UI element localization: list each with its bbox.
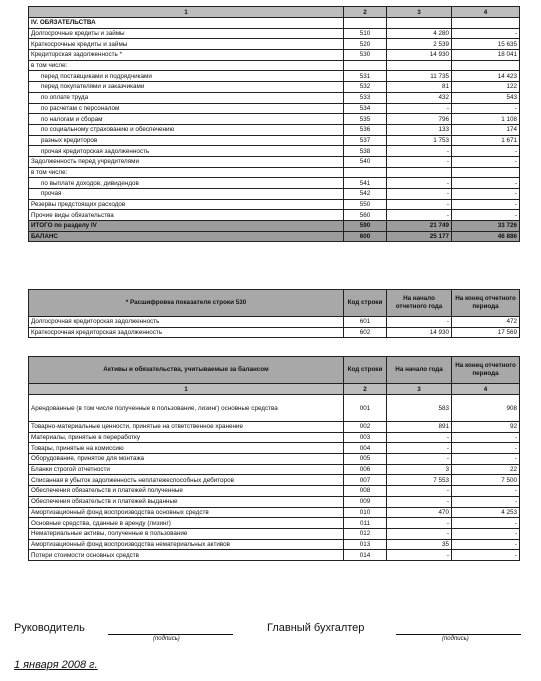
row-code: 533 bbox=[344, 92, 387, 103]
row-code: 560 bbox=[344, 210, 387, 221]
row-label: Товарно-материальные ценности, принятые на ответственное хранение bbox=[29, 422, 344, 433]
chief-accountant-line bbox=[396, 634, 521, 635]
table-row bbox=[29, 156, 520, 167]
value-end: 174 bbox=[452, 124, 520, 135]
table-row bbox=[29, 454, 520, 465]
value-end: 22 bbox=[452, 464, 520, 475]
table-row bbox=[29, 475, 520, 486]
row-label: Прочие виды обязательства bbox=[29, 210, 344, 221]
value-end: - bbox=[452, 528, 520, 539]
head-signature-label: Руководитель bbox=[14, 622, 85, 634]
table-row bbox=[29, 114, 520, 125]
row-code: 550 bbox=[344, 199, 387, 210]
value-end: - bbox=[452, 146, 520, 157]
row-label: перед поставщиками и подрядчиками bbox=[29, 71, 344, 82]
value-end: 7 500 bbox=[452, 475, 520, 486]
value-end: 4 253 bbox=[452, 507, 520, 518]
table-row bbox=[29, 327, 520, 338]
payables-breakdown-table bbox=[28, 289, 520, 338]
value-end: - bbox=[452, 432, 520, 443]
chief-accountant-caption: (подпись) bbox=[442, 636, 469, 642]
off-balance-header-end: На конец отчетного периода bbox=[452, 357, 520, 384]
column-number-cell: 2 bbox=[344, 384, 387, 395]
value-start: - bbox=[387, 443, 452, 454]
value-end: 908 bbox=[452, 395, 520, 422]
row-label: Амортизационный фонд воспроизводства нематериальных активов bbox=[29, 539, 344, 550]
table-row bbox=[29, 146, 520, 157]
value-start: - bbox=[387, 486, 452, 497]
value-end: 472 bbox=[452, 317, 520, 328]
row-label: перед покупателями и заказчиками bbox=[29, 82, 344, 93]
off-balance-table-body bbox=[29, 357, 520, 561]
value-start: 1 753 bbox=[387, 135, 452, 146]
off-balance-header-name: Активы и обязательства, учитываемые за балансом bbox=[29, 357, 344, 384]
row-label: по расчетам с персоналом bbox=[29, 103, 344, 114]
value-end: - bbox=[452, 443, 520, 454]
balance-label: БАЛАНС bbox=[29, 231, 344, 242]
head-signature-caption: (подпись) bbox=[153, 636, 180, 642]
total-code: 590 bbox=[344, 221, 387, 232]
column-number-cell: 1 bbox=[29, 7, 344, 18]
value-end: - bbox=[452, 199, 520, 210]
column-number-cell: 2 bbox=[344, 7, 387, 18]
row-code: 002 bbox=[344, 422, 387, 433]
row-label: Списанная в убыток задолженность неплатежеспособных дебиторов bbox=[29, 475, 344, 486]
value-start: - bbox=[387, 199, 452, 210]
row-label: по налогам и сборам bbox=[29, 114, 344, 125]
row-label: Основные средства, сданные в аренду (лизинг) bbox=[29, 518, 344, 529]
column-number-cell: 3 bbox=[387, 7, 452, 18]
value-start: 14 930 bbox=[387, 50, 452, 61]
row-label: Товары, принятые на комиссию bbox=[29, 443, 344, 454]
table-row bbox=[29, 71, 520, 82]
row-label: Арендованные (в том числе полученные в пользование, лизинг) основные средства bbox=[29, 395, 344, 422]
table-row bbox=[29, 317, 520, 328]
total-row bbox=[29, 221, 520, 232]
table-row bbox=[29, 486, 520, 497]
row-code: 009 bbox=[344, 496, 387, 507]
value-start: - bbox=[387, 550, 452, 561]
table-row bbox=[29, 39, 520, 50]
value-start bbox=[387, 60, 452, 71]
row-code: 014 bbox=[344, 550, 387, 561]
value-end: 17 569 bbox=[452, 327, 520, 338]
head-signature-line bbox=[108, 634, 233, 635]
value-start: 35 bbox=[387, 539, 452, 550]
row-label: Потери стоимости основных средств bbox=[29, 550, 344, 561]
row-code: 531 bbox=[344, 71, 387, 82]
empty-cell bbox=[387, 18, 452, 29]
value-end: 543 bbox=[452, 92, 520, 103]
row-code: 601 bbox=[344, 317, 387, 328]
row-code: 013 bbox=[344, 539, 387, 550]
row-code: 011 bbox=[344, 518, 387, 529]
value-end: 92 bbox=[452, 422, 520, 433]
value-end: - bbox=[452, 178, 520, 189]
column-number-cell: 4 bbox=[452, 384, 520, 395]
table-row bbox=[29, 167, 520, 178]
breakdown-header-row bbox=[29, 290, 520, 317]
total-label: ИТОГО по разделу IV bbox=[29, 221, 344, 232]
table-row bbox=[29, 550, 520, 561]
row-code: 532 bbox=[344, 82, 387, 93]
row-label: Амортизационный фонд воспроизводства основных средств bbox=[29, 507, 344, 518]
table-row bbox=[29, 124, 520, 135]
section-title-row bbox=[29, 18, 520, 29]
row-label: Задолженность перед учредителями bbox=[29, 156, 344, 167]
value-start: - bbox=[387, 432, 452, 443]
row-label: Долгосрочные кредиты и займы bbox=[29, 28, 344, 39]
value-end: - bbox=[452, 103, 520, 114]
row-label: Обеспечения обязательств и платежей выданные bbox=[29, 496, 344, 507]
row-code bbox=[344, 167, 387, 178]
row-code: 535 bbox=[344, 114, 387, 125]
report-date: 1 января 2008 г. bbox=[14, 659, 98, 671]
value-start: 3 bbox=[387, 464, 452, 475]
row-code: 001 bbox=[344, 395, 387, 422]
total-start: 21 749 bbox=[387, 221, 452, 232]
row-label: в том числе: bbox=[29, 167, 344, 178]
value-start: 2 539 bbox=[387, 39, 452, 50]
row-code: 003 bbox=[344, 432, 387, 443]
value-start: 583 bbox=[387, 395, 452, 422]
row-code bbox=[344, 60, 387, 71]
value-start: 133 bbox=[387, 124, 452, 135]
table-row bbox=[29, 422, 520, 433]
liabilities-table-body bbox=[29, 7, 520, 242]
row-label: Краткосрочная кредиторская задолженность bbox=[29, 327, 344, 338]
balance-code: 600 bbox=[344, 231, 387, 242]
table-row bbox=[29, 539, 520, 550]
value-start: - bbox=[387, 103, 452, 114]
row-code: 520 bbox=[344, 39, 387, 50]
row-label: Резервы предстоящих расходов bbox=[29, 199, 344, 210]
section-title: IV. ОБЯЗАТЕЛЬСТВА bbox=[29, 18, 344, 29]
off-balance-header-row bbox=[29, 357, 520, 384]
row-label: Краткосрочные кредиты и займы bbox=[29, 39, 344, 50]
column-number-cell: 3 bbox=[387, 384, 452, 395]
balance-row bbox=[29, 231, 520, 242]
table-row bbox=[29, 50, 520, 61]
off-balance-table bbox=[28, 356, 520, 561]
value-start: - bbox=[387, 189, 452, 200]
value-end: - bbox=[452, 189, 520, 200]
column-number-row bbox=[29, 384, 520, 395]
row-code: 010 bbox=[344, 507, 387, 518]
row-label: Материалы, принятые в переработку bbox=[29, 432, 344, 443]
breakdown-header-end: На конец отчетного периода bbox=[452, 290, 520, 317]
value-start: 891 bbox=[387, 422, 452, 433]
value-end: - bbox=[452, 156, 520, 167]
value-start: - bbox=[387, 210, 452, 221]
value-end bbox=[452, 167, 520, 178]
value-end: - bbox=[452, 210, 520, 221]
value-start bbox=[387, 167, 452, 178]
column-number-cell: 4 bbox=[452, 7, 520, 18]
row-code: 006 bbox=[344, 464, 387, 475]
row-label: Оборудование, принятое для монтажа bbox=[29, 454, 344, 465]
value-end: - bbox=[452, 550, 520, 561]
value-start: - bbox=[387, 454, 452, 465]
value-end bbox=[452, 60, 520, 71]
row-code: 536 bbox=[344, 124, 387, 135]
balance-start: 25 177 bbox=[387, 231, 452, 242]
liabilities-table bbox=[28, 6, 520, 242]
row-code: 602 bbox=[344, 327, 387, 338]
row-code: 510 bbox=[344, 28, 387, 39]
row-code: 538 bbox=[344, 146, 387, 157]
value-start: - bbox=[387, 178, 452, 189]
table-row bbox=[29, 518, 520, 529]
payables-breakdown-table-body bbox=[29, 290, 520, 338]
breakdown-header-code: Код строки bbox=[344, 290, 387, 317]
row-label: в том числе: bbox=[29, 60, 344, 71]
table-row bbox=[29, 92, 520, 103]
value-end: 18 041 bbox=[452, 50, 520, 61]
value-start: - bbox=[387, 518, 452, 529]
table-row bbox=[29, 507, 520, 518]
chief-accountant-label: Главный бухгалтер bbox=[267, 622, 365, 634]
value-end: - bbox=[452, 496, 520, 507]
value-start: 4 280 bbox=[387, 28, 452, 39]
value-end: 1 108 bbox=[452, 114, 520, 125]
row-label: Обеспечения обязательств и платежей полученные bbox=[29, 486, 344, 497]
value-end: 1 671 bbox=[452, 135, 520, 146]
row-label: Нематериальные активы, полученные в пользование bbox=[29, 528, 344, 539]
empty-cell bbox=[344, 18, 387, 29]
off-balance-header-start: На начало года bbox=[387, 357, 452, 384]
value-end: 122 bbox=[452, 82, 520, 93]
breakdown-header-name: * Расшифровка показателя строки 530 bbox=[29, 290, 344, 317]
table-row bbox=[29, 199, 520, 210]
row-code: 004 bbox=[344, 443, 387, 454]
table-row bbox=[29, 432, 520, 443]
value-start: 81 bbox=[387, 82, 452, 93]
row-label: Кредиторская задолженность * bbox=[29, 50, 344, 61]
value-end: - bbox=[452, 454, 520, 465]
value-start: - bbox=[387, 528, 452, 539]
row-code: 541 bbox=[344, 178, 387, 189]
table-row bbox=[29, 60, 520, 71]
value-start: - bbox=[387, 317, 452, 328]
value-start: 432 bbox=[387, 92, 452, 103]
breakdown-header-start: На начало отчетного года bbox=[387, 290, 452, 317]
value-start: 7 553 bbox=[387, 475, 452, 486]
table-row bbox=[29, 496, 520, 507]
value-start: 14 930 bbox=[387, 327, 452, 338]
value-start: - bbox=[387, 146, 452, 157]
value-end: - bbox=[452, 486, 520, 497]
row-label: прочая кредиторская задолженность bbox=[29, 146, 344, 157]
column-number-row bbox=[29, 7, 520, 18]
row-label: разных кредиторов bbox=[29, 135, 344, 146]
value-end: 14 423 bbox=[452, 71, 520, 82]
column-number-cell: 1 bbox=[29, 384, 344, 395]
table-row bbox=[29, 103, 520, 114]
empty-cell bbox=[452, 18, 520, 29]
table-row bbox=[29, 178, 520, 189]
row-label: по социальному страхованию и обеспечению bbox=[29, 124, 344, 135]
table-row bbox=[29, 528, 520, 539]
value-end: - bbox=[452, 518, 520, 529]
table-row bbox=[29, 28, 520, 39]
value-start: 11 735 bbox=[387, 71, 452, 82]
row-code: 005 bbox=[344, 454, 387, 465]
value-start: 470 bbox=[387, 507, 452, 518]
row-label: по оплате труда bbox=[29, 92, 344, 103]
off-balance-header-code: Код строки bbox=[344, 357, 387, 384]
value-end: - bbox=[452, 539, 520, 550]
row-code: 007 bbox=[344, 475, 387, 486]
balance-end: 46 886 bbox=[452, 231, 520, 242]
table-row bbox=[29, 443, 520, 454]
row-code: 542 bbox=[344, 189, 387, 200]
row-code: 534 bbox=[344, 103, 387, 114]
row-label: по выплате доходов, дивидендов bbox=[29, 178, 344, 189]
total-end: 33 726 bbox=[452, 221, 520, 232]
value-start: - bbox=[387, 496, 452, 507]
row-code: 540 bbox=[344, 156, 387, 167]
table-row bbox=[29, 395, 520, 422]
row-code: 530 bbox=[344, 50, 387, 61]
value-start: - bbox=[387, 156, 452, 167]
row-label: Бланки строгой отчетности bbox=[29, 464, 344, 475]
table-row bbox=[29, 464, 520, 475]
row-code: 012 bbox=[344, 528, 387, 539]
value-end: 15 635 bbox=[452, 39, 520, 50]
row-label: прочая bbox=[29, 189, 344, 200]
row-code: 008 bbox=[344, 486, 387, 497]
table-row bbox=[29, 189, 520, 200]
table-row bbox=[29, 135, 520, 146]
value-start: 796 bbox=[387, 114, 452, 125]
row-code: 537 bbox=[344, 135, 387, 146]
row-label: Долгосрочная кредиторская задолженность bbox=[29, 317, 344, 328]
table-row bbox=[29, 210, 520, 221]
value-end: - bbox=[452, 28, 520, 39]
table-row bbox=[29, 82, 520, 93]
